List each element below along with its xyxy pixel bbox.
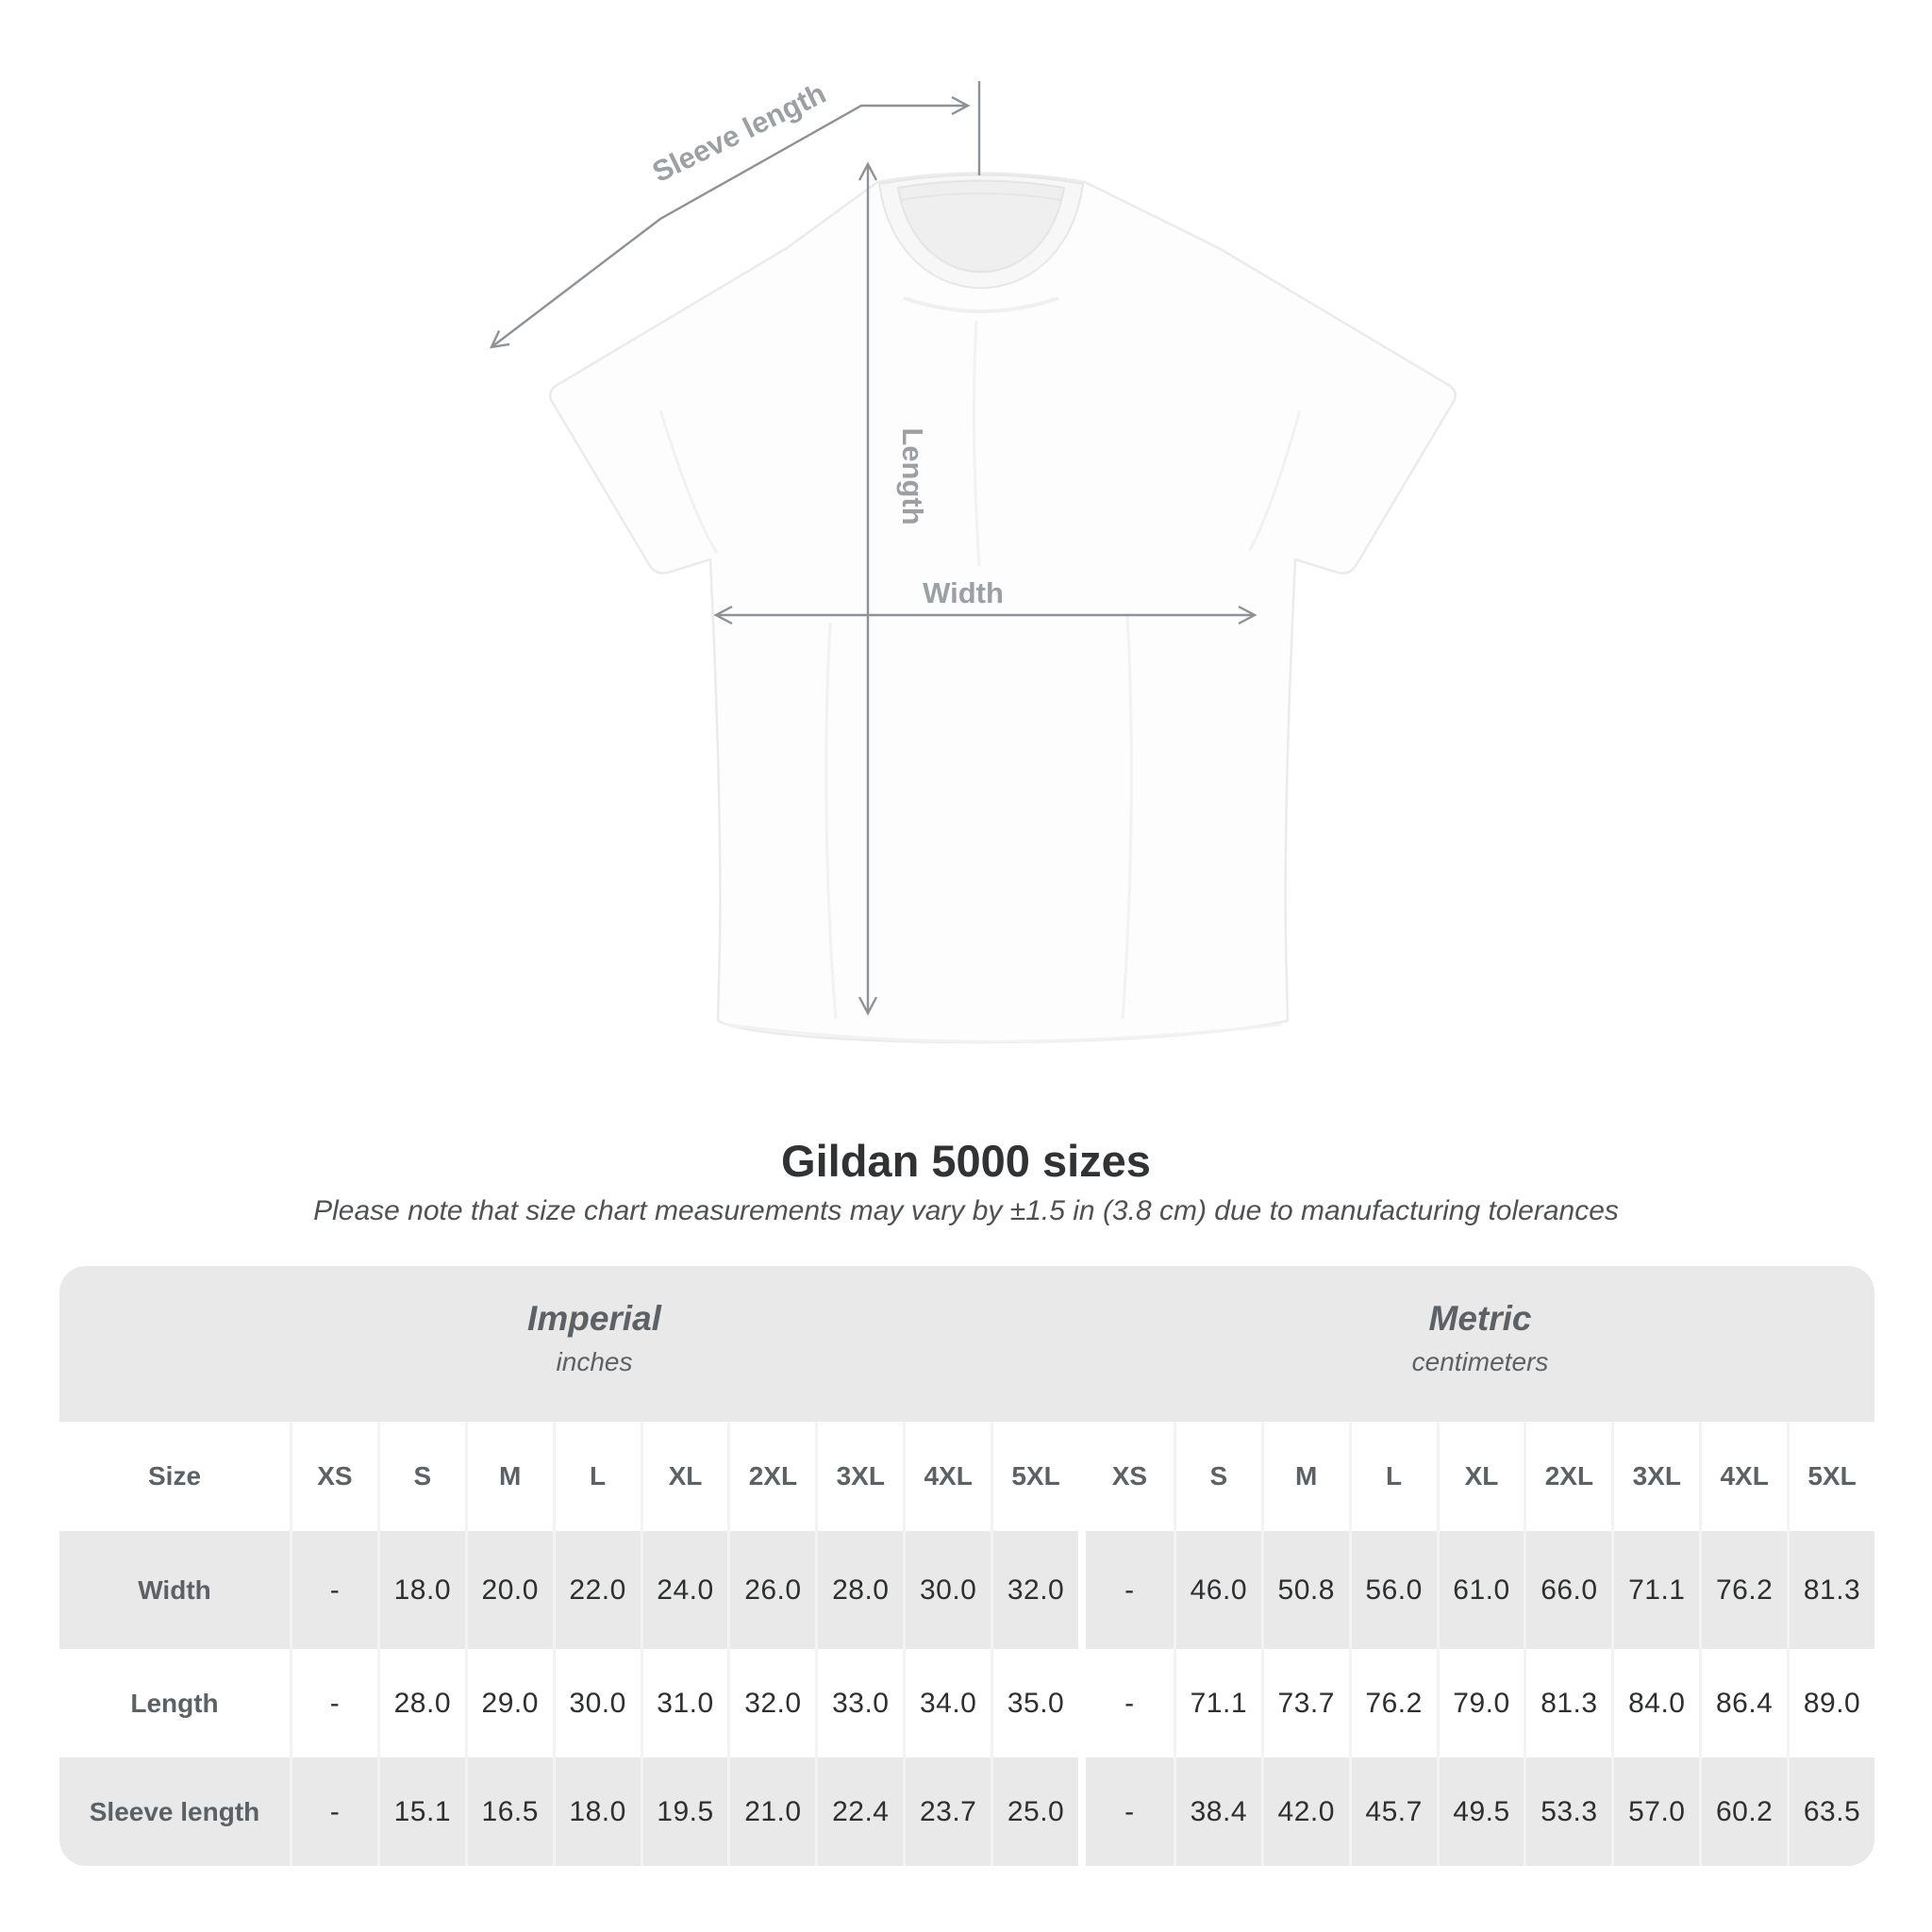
imperial-value: 15.1 — [377, 1757, 465, 1866]
measurement-row — [59, 1531, 1874, 1649]
imperial-value: - — [290, 1649, 377, 1757]
metric-group-label: Metric — [1428, 1299, 1532, 1338]
size-table-rows — [59, 1422, 1874, 1866]
metric-value: 81.3 — [1787, 1531, 1874, 1649]
imperial-metric-divider — [1078, 1422, 1086, 1531]
size-header-metric: M — [1261, 1422, 1349, 1531]
imperial-value: 25.0 — [991, 1757, 1078, 1866]
size-header-metric: XL — [1437, 1422, 1524, 1531]
size-header-metric: S — [1174, 1422, 1261, 1531]
size-header-imperial: XL — [641, 1422, 728, 1531]
metric-value: 57.0 — [1611, 1757, 1699, 1866]
size-header-imperial: M — [465, 1422, 553, 1531]
length-label: Length — [896, 427, 929, 525]
imperial-group-header — [59, 1266, 1078, 1422]
imperial-value: 35.0 — [991, 1649, 1078, 1757]
metric-value: - — [1086, 1649, 1174, 1757]
page-title: Gildan 5000 sizes — [781, 1136, 1151, 1186]
metric-value: 79.0 — [1437, 1649, 1524, 1757]
measurement-row — [59, 1649, 1874, 1757]
imperial-metric-divider — [1078, 1531, 1086, 1649]
size-header-imperial: XS — [290, 1422, 377, 1531]
imperial-metric-divider — [1078, 1757, 1086, 1866]
width-label: Width — [923, 576, 1004, 609]
imperial-value: 32.0 — [727, 1649, 815, 1757]
imperial-value: 16.5 — [465, 1757, 553, 1866]
metric-value: 60.2 — [1699, 1757, 1787, 1866]
metric-value: 56.0 — [1349, 1531, 1437, 1649]
imperial-value: 23.7 — [903, 1757, 991, 1866]
size-header-imperial: S — [377, 1422, 465, 1531]
size-header-imperial: 2XL — [727, 1422, 815, 1531]
imperial-value: 22.0 — [553, 1531, 641, 1649]
table-header-row — [59, 1422, 1874, 1531]
imperial-value: 34.0 — [903, 1649, 991, 1757]
metric-value: 76.2 — [1699, 1531, 1787, 1649]
imperial-group-label: Imperial — [527, 1299, 661, 1338]
page-subtitle: Please note that size chart measurements may vary by ±1.5 in (3.8 cm) due to manufacturing tolerances — [313, 1195, 1619, 1226]
imperial-value: 26.0 — [727, 1531, 815, 1649]
metric-value: 71.1 — [1611, 1531, 1699, 1649]
imperial-group-unit: inches — [556, 1347, 633, 1376]
metric-value: 63.5 — [1787, 1757, 1874, 1866]
metric-group-header — [1086, 1266, 1874, 1422]
row-label: Width — [59, 1531, 290, 1649]
metric-value: 71.1 — [1174, 1649, 1261, 1757]
imperial-value: 30.0 — [553, 1649, 641, 1757]
size-header-imperial: 5XL — [991, 1422, 1078, 1531]
metric-value: 50.8 — [1261, 1531, 1349, 1649]
metric-value: 81.3 — [1524, 1649, 1611, 1757]
size-table — [59, 1266, 1874, 1866]
imperial-value: 19.5 — [641, 1757, 728, 1866]
metric-value: 45.7 — [1349, 1757, 1437, 1866]
metric-group-unit: centimeters — [1411, 1347, 1549, 1376]
metric-value: 49.5 — [1437, 1757, 1524, 1866]
row-label: Length — [59, 1649, 290, 1757]
metric-value: 53.3 — [1524, 1757, 1611, 1866]
size-header-metric: 5XL — [1787, 1422, 1874, 1531]
metric-value: - — [1086, 1757, 1174, 1866]
size-column-header: Size — [59, 1422, 290, 1531]
imperial-value: 22.4 — [815, 1757, 903, 1866]
imperial-value: 18.0 — [377, 1531, 465, 1649]
measurement-row — [59, 1757, 1874, 1866]
sleeve-length-label: Sleeve length — [646, 76, 831, 190]
imperial-value: 18.0 — [553, 1757, 641, 1866]
imperial-value: 29.0 — [465, 1649, 553, 1757]
metric-value: 61.0 — [1437, 1531, 1524, 1649]
imperial-value: - — [290, 1531, 377, 1649]
size-header-metric: 3XL — [1611, 1422, 1699, 1531]
metric-value: 46.0 — [1174, 1531, 1261, 1649]
imperial-value: 28.0 — [377, 1649, 465, 1757]
imperial-metric-divider — [1078, 1649, 1086, 1757]
size-header-imperial: 3XL — [815, 1422, 903, 1531]
metric-value: 66.0 — [1524, 1531, 1611, 1649]
metric-value: 84.0 — [1611, 1649, 1699, 1757]
metric-value: 89.0 — [1787, 1649, 1874, 1757]
size-header-imperial: L — [553, 1422, 641, 1531]
metric-value: - — [1086, 1531, 1174, 1649]
metric-value: 73.7 — [1261, 1649, 1349, 1757]
imperial-value: 30.0 — [903, 1531, 991, 1649]
size-header-metric: L — [1349, 1422, 1437, 1531]
imperial-value: 28.0 — [815, 1531, 903, 1649]
imperial-value: 32.0 — [991, 1531, 1078, 1649]
size-header-metric: XS — [1086, 1422, 1174, 1531]
metric-value: 86.4 — [1699, 1649, 1787, 1757]
imperial-value: 24.0 — [641, 1531, 728, 1649]
imperial-value: - — [290, 1757, 377, 1866]
size-header-metric: 2XL — [1524, 1422, 1611, 1531]
metric-value: 76.2 — [1349, 1649, 1437, 1757]
unit-group-band — [59, 1266, 1874, 1422]
row-label: Sleeve length — [59, 1757, 290, 1866]
imperial-value: 21.0 — [727, 1757, 815, 1866]
imperial-value: 33.0 — [815, 1649, 903, 1757]
imperial-value: 20.0 — [465, 1531, 553, 1649]
size-header-imperial: 4XL — [903, 1422, 991, 1531]
size-header-metric: 4XL — [1699, 1422, 1787, 1531]
metric-value: 42.0 — [1261, 1757, 1349, 1866]
metric-value: 38.4 — [1174, 1757, 1261, 1866]
imperial-value: 31.0 — [641, 1649, 728, 1757]
